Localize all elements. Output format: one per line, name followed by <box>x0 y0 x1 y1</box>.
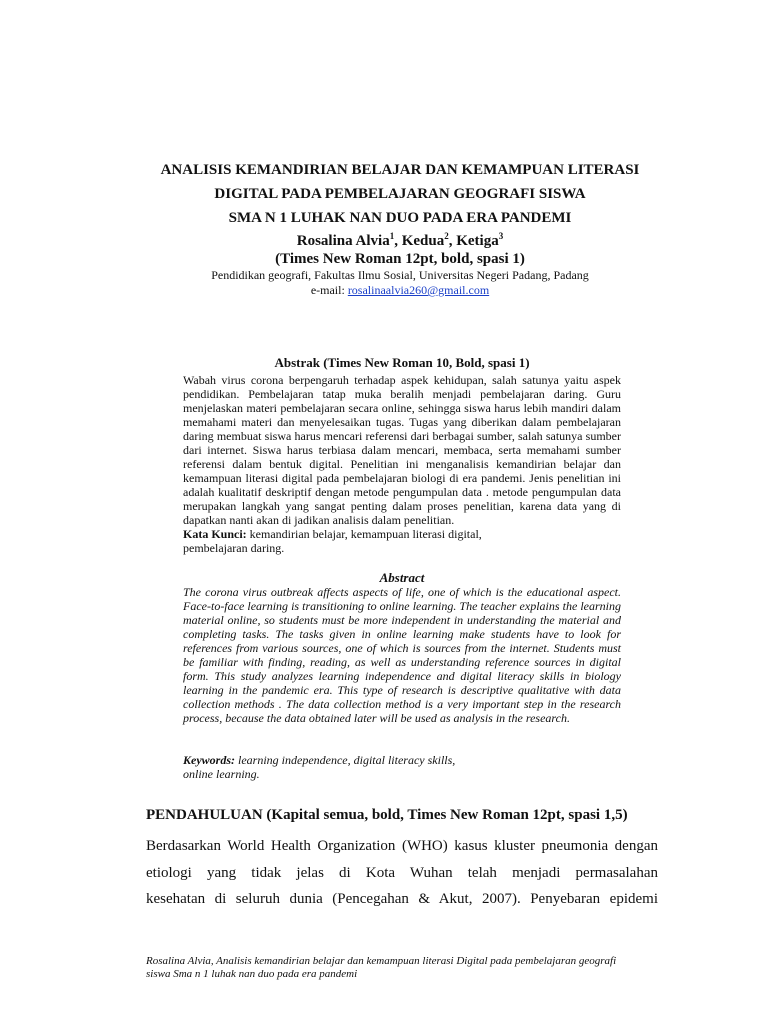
author-name: Kedua <box>401 233 445 249</box>
paper-title-line-2: DIGITAL PADA PEMBELAJARAN GEOGRAFI SISWA <box>214 186 586 202</box>
author-list <box>120 233 680 250</box>
email-line <box>120 283 680 298</box>
page-footer <box>146 955 658 981</box>
author-name: Ketiga <box>456 233 499 249</box>
paper-title-line-3: SMA N 1 LUHAK NAN DUO PADA ERA PANDEMI <box>228 210 572 226</box>
keywords-en <box>183 753 621 781</box>
keywords-label: Kata Kunci: <box>183 527 247 541</box>
paragraph-line: Berdasarkan World Health Organization (WHO) kasus kluster pneumonia dengan <box>146 838 658 854</box>
author-affiliation-number: 2 <box>444 231 449 241</box>
abstract-en-heading: Abstract <box>379 570 425 585</box>
email-link[interactable]: rosalinaalvia260@gmail.com <box>347 283 490 297</box>
email-label: e-mail: <box>310 283 348 297</box>
paragraph-line: etiologi yang tidak jelas di Kota Wuhan telah menjadi permasalahan <box>146 864 658 881</box>
abstract-text: Wabah virus corona berpengaruh terhadap aspek kehidupan, salah satunya yaitu aspek pendidikan. Pembelajaran tatap muka beralih menjadi pembelajaran daring. Guru menjelaskan materi pembelajaran secara online, sehingga siswa harus lebih mandiri dalam memahami materi dan menyelesaikan tugas. Tugas yang diberikan dalam pembelajaran daring membuat siswa harus mencari referensi dari berbagai sumber, salah satunya sumber dari internet. Siswa harus terbiasa dalam mencari, membaca, serta memahami sumber referensi dalam bentuk digital. Penelitian ini menganalisis kemandirian belajar dan kemampuan literasi digital pada pembelajaran biologi di era pandemi. Jenis penelitian ini adalah kualitatif deskriptif dengan metode pengumpulan data . metode pengumpulan data merupakan langkah yang sangat penting dalam proses penelitian, karena data yang di dapatkan nanti akan di jadikan analisis dalam penelitian. <box>183 373 621 527</box>
author-separator: , <box>448 233 457 249</box>
affiliation: Pendidikan geografi, Fakultas Ilmu Sosial, Universitas Negeri Padang, Padang <box>211 268 589 282</box>
keywords-en-line-2: online learning. <box>183 767 260 781</box>
abstract-en-text: The corona virus outbreak affects aspects of life, one of which is the educational aspect. Face-to-face learning is transitioning to online learning. The teacher explains the learning material online, so students must be more independent in understanding the material and completing tasks. The tasks given in online learning make students have to look for references from various sources, one of which is sources from the internet. Students must be familiar with finding, reading, as well as understanding reference sources in digital form. This study analyzes learning independence and digital literacy skills in biology learning in the pandemic era. This type of research is descriptive qualitative with data collection methods . The data collection method is a very important step in the research process, because the data obtained later will be used as analysis in the research. <box>183 585 621 725</box>
abstract-body <box>183 373 621 555</box>
introduction-paragraph <box>146 833 658 913</box>
keywords-line-1: kemandirian belajar, kemampuan literasi digital, <box>246 527 482 541</box>
author-separator: , <box>394 233 402 249</box>
keywords-en-label: Keywords: <box>183 753 235 767</box>
keywords-line-2: pembelajaran daring. <box>183 541 285 555</box>
paper-title-line-1: ANALISIS KEMANDIRIAN BELAJAR DAN KEMAMPUAN LITERASI <box>160 162 640 178</box>
author-affiliation-number: 1 <box>389 231 395 241</box>
keywords-en-line-1: learning independence, digital literacy skills, <box>235 753 456 767</box>
footer-line-1: Rosalina Alvia, Analisis kemandirian belajar dan kemampuan literasi Digital pada pembelajaran geografi <box>146 955 617 967</box>
abstract-heading: Abstrak (Times New Roman 10, Bold, spasi 1) <box>274 355 530 370</box>
author-format-note: (Times New Roman 12pt, bold, spasi 1) <box>275 251 525 267</box>
footer-line-2: siswa Sma n 1 luhak nan duo pada era pandemi <box>146 968 358 980</box>
author-name: Rosalina Alvia <box>296 233 390 249</box>
author-affiliation-number: 3 <box>498 231 504 241</box>
section-heading-introduction: PENDAHULUAN (Kapital semua, bold, Times New Roman 12pt, spasi 1,5) <box>146 807 628 823</box>
paragraph-line: kesehatan di seluruh dunia (Pencegahan & Akut, 2007). Penyebaran epidemi <box>146 891 658 907</box>
